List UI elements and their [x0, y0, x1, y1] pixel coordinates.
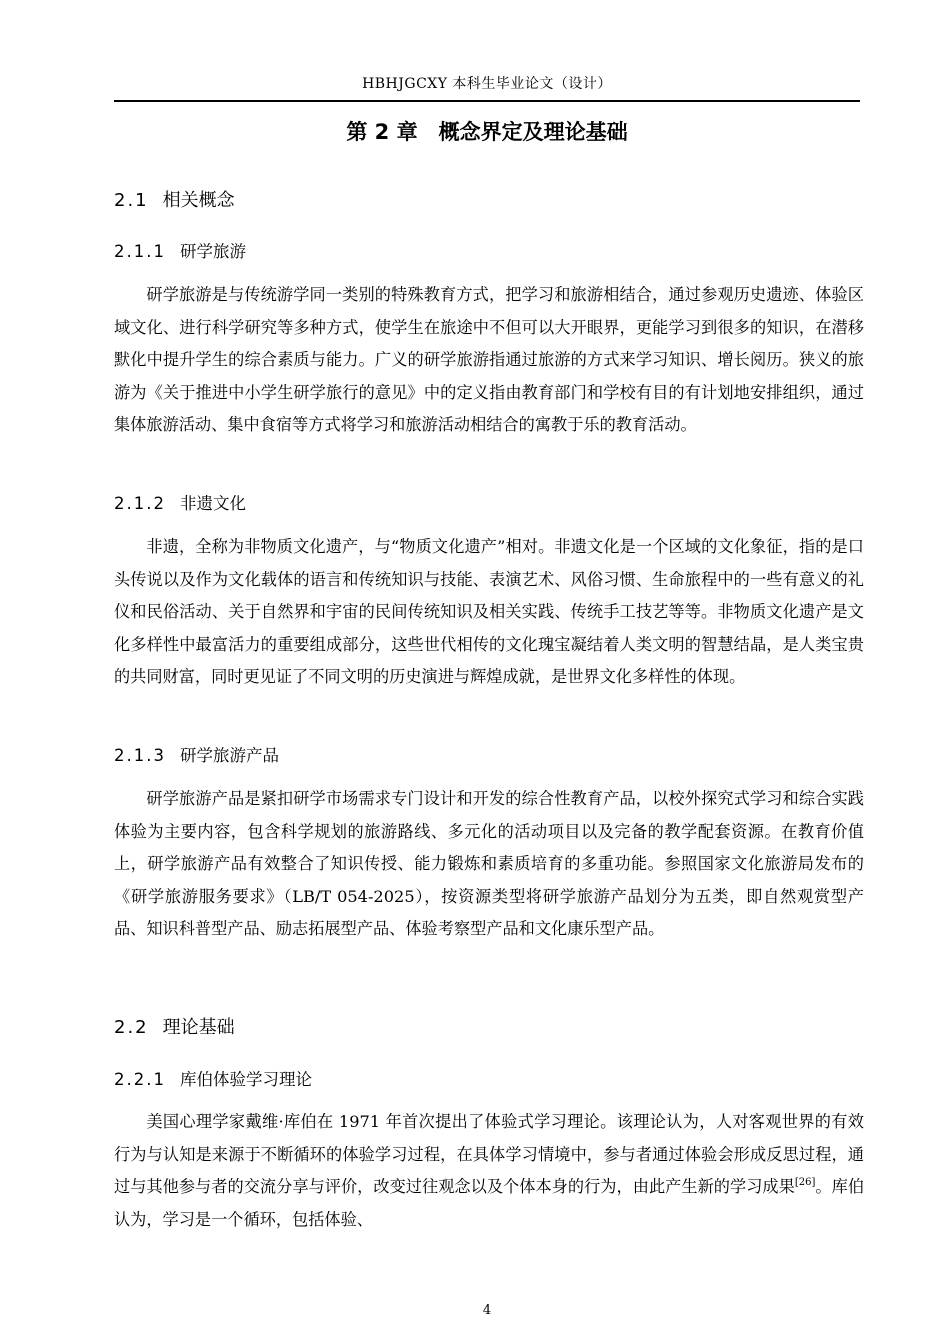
- subsection-number: 2.1.2: [114, 494, 166, 513]
- subsection-title: 研学旅游产品: [179, 746, 279, 765]
- section-title: 相关概念: [162, 190, 235, 211]
- subsection-number: 2.1.3: [114, 746, 166, 765]
- paragraph-text: 美国心理学家戴维·库伯在 1971 年首次提出了体验式学习理论。该理论认为，人对客观世界的有效行为与认知是来源于不断循环的体验学习过程，在具体学习情境中，参与者通过体验会形成反思过程，通过与其他参与者的交流分享与评价，改变过往观念以及个体本身的行为，由此产生新的学习成果: [114, 1112, 864, 1196]
- subsection-heading-2-1-1: [114, 240, 246, 264]
- subsection-heading-2-2-1: [114, 1068, 312, 1092]
- paragraph-text-tail: 。库伯认为，学习是一个循环，包括体验、: [114, 1177, 865, 1229]
- paragraph-2-1-2: 非遗，全称为非物质文化遗产，与“物质文化遗产”相对。非遗文化是一个区域的文化象征，指的是口头传说以及作为文化载体的语言和传统知识与技能、表演艺术、风俗习惯、生命旅程中的一些有意义的礼仪和民俗活动、关于自然界和宇宙的民间传统知识及相关实践、传统手工技艺等等。非物质文化遗产是文化多样性中最富活力的重要组成部分，这些世代相传的文化瑰宝凝结着人类文明的智慧结晶，是人类宝贵的共同财富，同时更见证了不同文明的历史演进与辉煌成就，是世界文化多样性的体现。: [114, 537, 864, 686]
- page-number: 4: [482, 1303, 492, 1318]
- subsection-number: 2.2.1: [114, 1070, 166, 1089]
- subsection-title: 库伯体验学习理论: [179, 1070, 312, 1089]
- header-rule: [114, 100, 860, 102]
- subsection-heading-2-1-3: [114, 744, 279, 768]
- page-header: HBHJGCXY 本科生毕业论文（设计）: [362, 76, 612, 92]
- chapter-title: 第 2 章 概念界定及理论基础: [346, 120, 628, 144]
- section-number: 2.1: [114, 190, 149, 211]
- section-heading-2-2: [114, 1015, 235, 1041]
- section-number: 2.2: [114, 1017, 149, 1038]
- subsection-heading-2-1-2: [114, 492, 246, 516]
- subsection-title: 非遗文化: [179, 494, 246, 513]
- paragraph-2-1-1: 研学旅游是与传统游学同一类别的特殊教育方式，把学习和旅游相结合，通过参观历史遗迹、体验区域文化、进行科学研究等多种方式，使学生在旅途中不但可以大开眼界，更能学习到很多的知识，在潜移默化中提升学生的综合素质与能力。广义的研学旅游指通过旅游的方式来学习知识、增长阅历。狭义的旅游为《关于推进中小学生研学旅行的意见》中的定义指由教育部门和学校有目的有计划地安排组织，通过集体旅游活动、集中食宿等方式将学习和旅游活动相结合的寓教于乐的教育活动。: [114, 285, 864, 434]
- section-heading-2-1: [114, 188, 235, 214]
- section-title: 理论基础: [162, 1017, 235, 1038]
- paragraph-2-2-1: [114, 1106, 864, 1236]
- citation-reference[interactable]: [26]: [794, 1177, 816, 1188]
- subsection-number: 2.1.1: [114, 242, 166, 261]
- subsection-title: 研学旅游: [179, 242, 246, 261]
- paragraph-2-1-3: 研学旅游产品是紧扣研学市场需求专门设计和开发的综合性教育产品，以校外探究式学习和综合实践体验为主要内容，包含科学规划的旅游路线、多元化的活动项目以及完备的教学配套资源。在教育价值上，研学旅游产品有效整合了知识传授、能力锻炼和素质培育的多重功能。参照国家文化旅游局发布的《研学旅游服务要求》（LB/T 054-2025），按资源类型将研学旅游产品划分为五类，即自然观赏型产品、知识科普型产品、励志拓展型产品、体验考察型产品和文化康乐型产品。: [114, 789, 864, 938]
